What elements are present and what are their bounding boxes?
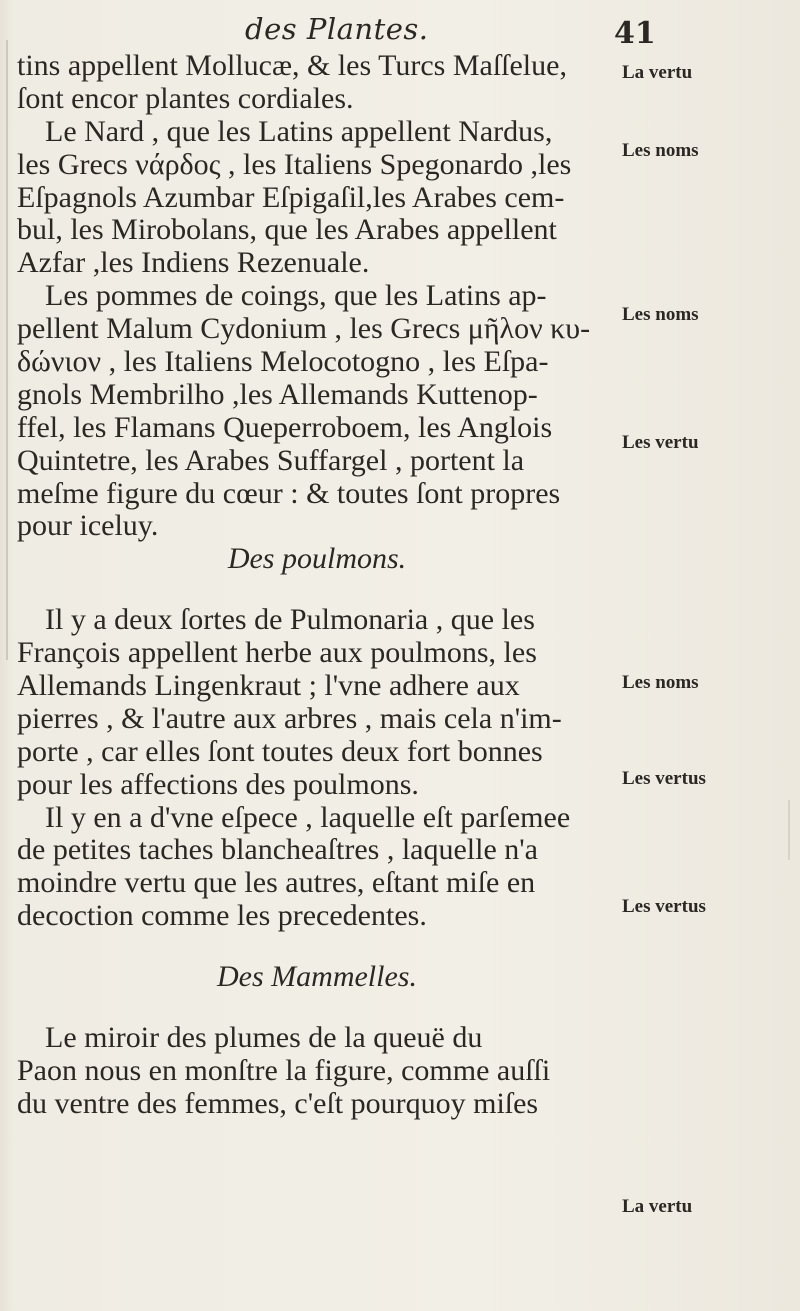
text-line: Paon nous en monſtre la figure, comme auſſi [17, 1053, 551, 1087]
text-line: pour iceluy. [17, 509, 159, 543]
text-line: Le miroir des plumes de la queuë du [45, 1021, 483, 1055]
text-line: Quintetre, les Arabes Suffargel , portent la [17, 443, 525, 477]
text-line: ffel, les Flamans Queperroboem, les Anglois [17, 410, 553, 444]
text-line: Il y en a d'vne eſpece , laquelle eſt parſemee [45, 800, 571, 834]
text-line: bul, les Mirobolans, que les Arabes appellent [17, 213, 557, 247]
text-line: pierres , & l'autre aux arbres , mais cela n'im- [17, 701, 562, 735]
text-line: Le Nard , que les Latins appellent Nardus, [45, 114, 553, 148]
margin-note: Les noms [622, 304, 699, 325]
gutter-shadow [6, 40, 8, 660]
margin-note: Les vertu [622, 432, 699, 453]
margin-note: La vertu [622, 1196, 693, 1217]
text-line: porte , car elles ſont toutes deux fort bonnes [17, 734, 543, 768]
text-line: decoction comme les precedentes. [17, 899, 427, 933]
text-line: ſont encor plantes cordiales. [17, 81, 354, 115]
section-heading: Des poulmons. [227, 542, 407, 576]
margin-note: Les vertus [622, 896, 706, 917]
margin-note: Les vertus [622, 768, 706, 789]
page-number: 41 [614, 16, 656, 51]
margin-note: Les noms [622, 672, 699, 693]
text-line: δώνιον , les Italiens Melocotogno , les Eſpa- [17, 345, 549, 379]
text-line: de petites taches blancheaſtres , laquelle n'a [17, 833, 539, 867]
text-line: gnols Membrilho ,les Allemands Kuttenop- [17, 377, 538, 411]
text-line: moindre vertu que les autres, eſtant miſe en [17, 866, 536, 900]
text-line: pellent Malum Cydonium , les Grecs μῆλον κυ- [17, 312, 591, 346]
text-line: Allemands Lingenkraut ; l'vne adhere aux [17, 669, 520, 703]
section-heading: Des Mammelles. [217, 960, 417, 994]
text-line: meſme figure du cœur : & toutes ſont propres [17, 476, 561, 510]
running-title: des Plantes. [245, 12, 429, 46]
page-edge-mark [788, 800, 790, 860]
text-line: Il y a deux ſortes de Pulmonaria , que les [45, 603, 535, 637]
text-line: pour les affections des poulmons. [17, 767, 419, 801]
margin-notes [622, 0, 800, 1311]
text-line: Eſpagnols Azumbar Eſpigaſil,les Arabes cem- [17, 180, 565, 214]
text-line: Les pommes de coings, que les Latins ap- [45, 279, 547, 313]
body-text [17, 50, 617, 1121]
margin-note: La vertu [622, 62, 693, 83]
text-line: Azfar ,les Indiens Rezenuale. [17, 246, 370, 280]
text-line: tins appellent Mollucæ, & les Turcs Maſſelue, [17, 49, 567, 82]
text-line: François appellent herbe aux poulmons, les [17, 636, 537, 670]
text-line: du ventre des femmes, c'eſt pourquoy miſes [17, 1086, 539, 1120]
text-line: les Grecs νάρδος , les Italiens Spegonardo ,les [17, 147, 572, 181]
margin-note: Les noms [622, 140, 699, 161]
